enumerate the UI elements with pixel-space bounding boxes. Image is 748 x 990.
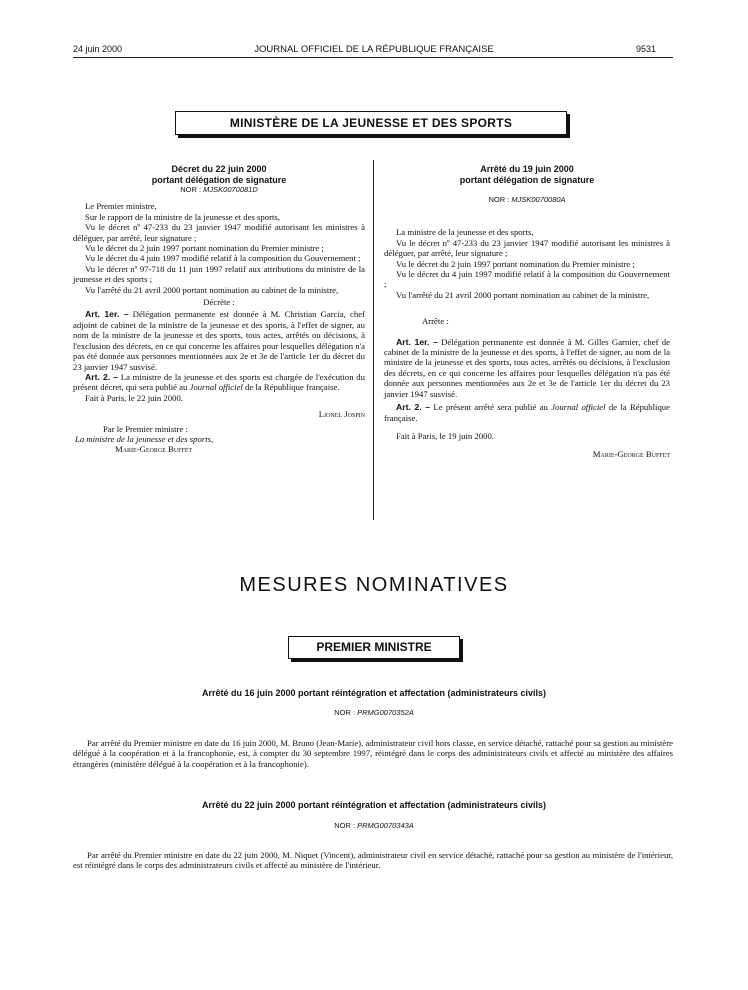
right-art1-label: Art. 1er. – xyxy=(396,336,438,347)
left-decrete: Décrète : xyxy=(203,297,235,308)
right-column xyxy=(384,164,670,460)
section-heading-mesures: MESURES NOMINATIVES xyxy=(239,574,509,596)
left-nor-label: NOR : xyxy=(180,185,204,194)
right-para-4: Vu l'arrêté du 21 avril 2000 portant nomination au cabinet de la ministre, xyxy=(396,289,650,300)
left-para-4: Vu le décret du 4 juin 1997 modifié relatif à la composition du Gouvernement ; xyxy=(85,253,361,264)
right-title-line1: Arrêté du 19 juin 2000 xyxy=(480,164,574,174)
arrete-2-text: Par arrêté du Premier ministre en date du 22 juin 2000, M. Niquet (Vincent), administrateur civil en service détaché, rattaché pour sa gestion au ministère de l'intérieur, est réintégré dans le corps des administrateurs civils et affecté au ministère de l'intérieur. xyxy=(73,850,673,871)
header-date: 24 juin 2000 xyxy=(73,44,123,54)
arrete-1-nor-label: NOR : xyxy=(334,708,358,717)
left-para-5: Vu le décret nº 97-718 du 11 juin 1997 relatif aux attributions du ministre de la jeunesse et des sports ; xyxy=(73,263,365,285)
left-art2-italic: Journal officiel xyxy=(189,382,243,393)
right-nor-label: NOR : xyxy=(488,195,512,204)
left-ministre-role xyxy=(75,434,365,444)
right-para-1: Vu le décret nº 47-233 du 23 janvier 1947 modifié autorisant les ministres à déléguer, par arrêté, leur signature ; xyxy=(384,237,670,259)
left-para-6: Vu l'arrêté du 21 avril 2000 portant nomination au cabinet de la ministre, xyxy=(85,284,339,295)
arrete-1-nor xyxy=(0,708,748,717)
left-title-line1: Décret du 22 juin 2000 xyxy=(171,164,267,174)
left-art2-text-b: de la République française. xyxy=(242,382,340,393)
right-art1-text: Délégation permanente est donnée à M. Gilles Garnier, chef de cabinet de la ministre de la jeunesse et des sports, à l'effet de signer, au nom de la ministre de la jeunesse et des sports, tous actes, arrêtés ou décisions, à l'exclusion des décrets, en ce qui concerne les affaires pour lesquelles délégation n'a pas été donnée aux personnes mentionnées aux 2e et 3e de l'article 1er du décret du 23 janvier 1947 susvisé. xyxy=(384,336,670,399)
right-article-2 xyxy=(384,402,670,423)
left-title-line2: portant délégation de signature xyxy=(151,174,287,185)
right-nor xyxy=(384,195,670,205)
left-fait: Fait à Paris, le 22 juin 2000. xyxy=(85,392,183,403)
header-page-number: 9531 xyxy=(635,44,656,54)
arrete-2-nor xyxy=(0,821,748,830)
right-para-0: La ministre de la jeunesse et des sports, xyxy=(396,227,534,238)
right-art2-text-a: Le présent arrêté sera publié au xyxy=(430,402,552,413)
right-fait: Fait à Paris, le 19 juin 2000. xyxy=(396,430,494,441)
left-article-1 xyxy=(73,309,365,371)
right-para-3: Vu le décret du 4 juin 1997 modifié relatif à la composition du Gouvernement ; xyxy=(384,269,670,290)
left-nor-code: MJSK0070081D xyxy=(203,185,258,194)
column-divider xyxy=(373,160,374,520)
left-para-1: Sur le rapport de la ministre de la jeunesse et des sports, xyxy=(85,211,280,222)
header-rule xyxy=(73,57,673,58)
right-article-1 xyxy=(384,337,670,399)
right-nor-code: MJSK0070080A xyxy=(511,195,566,204)
left-art2-text-a: La ministre de la jeunesse et des sports est chargée de l'exécution du présent décret, qui sera publié au xyxy=(73,371,365,393)
right-para-2: Vu le décret du 2 juin 1997 portant nomination du Premier ministre ; xyxy=(396,258,635,269)
arrete-2-nor-code: PRMG0070343A xyxy=(357,821,414,830)
ministry-heading: MINISTÈRE DE LA JEUNESSE ET DES SPORTS xyxy=(175,111,567,135)
left-article-2 xyxy=(73,372,365,393)
left-nor xyxy=(73,185,365,195)
left-ministre-role-text: La ministre de la jeunesse et des sports, xyxy=(75,433,214,444)
left-par: Par le Premier ministre : xyxy=(103,423,188,434)
right-art2-text-b: de la République française. xyxy=(384,402,670,423)
arrete-2-title: Arrêté du 22 juin 2000 portant réintégration et affectation (administrateurs civils) xyxy=(201,800,547,810)
left-art1-text: Délégation permanente est donnée à M. Christian Garcia, chef adjoint de cabinet de la ministre de la jeunesse et des sports, à l'effet de signer, au nom de la ministre de la jeunesse et des sports, tous actes, arrêtés ou décisions, à l'exclusion des décrets, en ce qui concerne les affaires pour lesquelles délégation n'a pas été donnée aux personnes mentionnées aux 2e et 3e de l'article 1er du décret du 23 janvier 1947 susvisé. xyxy=(73,309,365,372)
header-journal-title: JOURNAL OFFICIEL DE LA RÉPUBLIQUE FRANÇAISE xyxy=(254,44,494,55)
right-arrete: Arrête : xyxy=(422,316,449,327)
left-para-2: Vu le décret nº 47-233 du 23 janvier 1947 modifié autorisant les ministres à déléguer, par arrêté, leur signature ; xyxy=(73,222,365,243)
right-title-line2: portant délégation de signature xyxy=(459,174,595,185)
left-art2-label: Art. 2. – xyxy=(85,371,119,382)
arrete-1-nor-code: PRMG0070352A xyxy=(357,708,414,717)
left-para-3: Vu le décret du 2 juin 1997 portant nomination du Premier ministre ; xyxy=(85,243,324,254)
left-signer: Lionel Jospin xyxy=(318,409,365,420)
premier-ministre-heading: PREMIER MINISTRE xyxy=(288,636,460,659)
left-column xyxy=(73,164,365,455)
arrete-1-text: Par arrêté du Premier ministre en date du 16 juin 2000, M. Bruno (Jean-Marie), administrateur civil hors classe, en service détaché, rattaché pour sa gestion au ministère délégué à la coopération et à la francophonie, est, à compter du 30 septembre 1997, réintégré dans le corps des administrateurs civils et affecté au ministère des affaires étrangères (ministère délégué à la coopération et à la francophonie). xyxy=(73,738,673,769)
right-signer: Marie-George Buffet xyxy=(592,449,670,460)
arrete-2-nor-label: NOR : xyxy=(334,821,358,830)
right-art2-label: Art. 2. – xyxy=(396,402,431,413)
left-ministre-name: Marie-George Buffet xyxy=(115,444,193,455)
arrete-1-title: Arrêté du 16 juin 2000 portant réintégration et affectation (administrateurs civils) xyxy=(201,688,547,698)
left-art1-label: Art. 1er. – xyxy=(85,309,129,320)
left-para-0: Le Premier ministre, xyxy=(85,201,157,212)
right-art2-italic: Journal officiel xyxy=(551,402,606,413)
